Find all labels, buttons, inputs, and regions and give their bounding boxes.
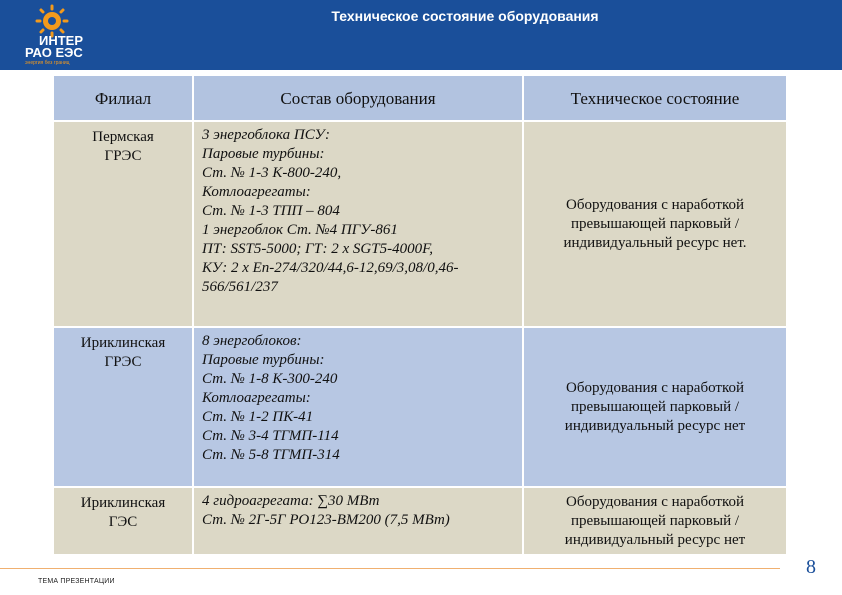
state-cell: Оборудования с наработкой превышающей парковый / индивидуальный ресурс нет [523,327,787,487]
table-row [53,327,787,487]
equipment-line: Котлоагрегаты: [202,184,311,200]
equipment-line: 566/561/237 [202,279,278,295]
equipment-cell [193,487,523,555]
filial-name: Ириклинская [80,335,166,351]
page-number: 8 [806,556,816,578]
page-title: Техническое состояние оборудования [331,8,599,24]
logo-line1: ИНТЕР [39,33,84,48]
equipment-line: Котлоагрегаты: [202,390,311,406]
equipment-line: Ст. № 1-2 ПК-41 [202,409,314,425]
table-row [53,121,787,327]
filial-cell [53,121,193,327]
footer-divider [0,568,780,569]
equipment-line: Ст. № 3-4 ТГМП-114 [202,428,339,444]
filial-cell [53,487,193,555]
equipment-line: 4 гидроагрегата: ∑30 МВт [202,493,380,509]
equipment-line: ПТ: SST5-5000; ГТ: 2 х SGT5-4000F, [202,241,434,257]
equipment-line: 3 энергоблока ПСУ: [202,127,331,143]
logo-tagline: энергия без границ [25,60,70,66]
column-header-equipment: Состав оборудования [193,75,523,121]
filial-name: Пермская [92,129,154,145]
equipment-line: 8 энергоблоков: [202,333,302,349]
equipment-line: Ст. № 1-8 К-300-240 [202,371,338,387]
filial-cell [53,327,193,487]
logo-line2: РАО ЕЭС [25,45,83,60]
equipment-cell [193,121,523,327]
filial-name: ГРЭС [104,354,142,370]
sun-icon [37,6,67,36]
state-cell: Оборудования с наработкой превышающей парковый / индивидуальный ресурс нет. [523,121,787,327]
footer-label: ТЕМА ПРЕЗЕНТАЦИИ [38,578,115,585]
equipment-line: КУ: 2 х Еп-274/320/44,6-12,69/3,08/0,46- [202,260,459,276]
equipment-line: Паровые турбины: [202,146,325,162]
equipment-line: 1 энергоблок Ст. №4 ПГУ-861 [202,222,398,238]
equipment-table [52,74,788,556]
state-cell: Оборудования с наработкой превышающей парковый / индивидуальный ресурс нет [523,487,787,555]
column-header-state: Техническое состояние [523,75,787,121]
filial-name: ГЭС [108,514,138,530]
equipment-line: Ст. № 2Г-5Г РО123-ВМ200 (7,5 МВт) [202,512,450,528]
equipment-line: Ст. № 1-3 ТПП – 804 [202,203,340,219]
header-bar [0,0,842,70]
inter-rao-logo [8,4,148,66]
column-header-filial: Филиал [53,75,193,121]
equipment-line: Ст. № 1-3 К-800-240, [202,165,342,181]
equipment-cell [193,327,523,487]
filial-name: ГРЭС [104,148,142,164]
filial-name: Ириклинская [80,495,166,511]
equipment-line: Паровые турбины: [202,352,325,368]
table-header-row [53,75,787,121]
table-row [53,487,787,555]
equipment-line: Ст. № 5-8 ТГМП-314 [202,447,340,463]
